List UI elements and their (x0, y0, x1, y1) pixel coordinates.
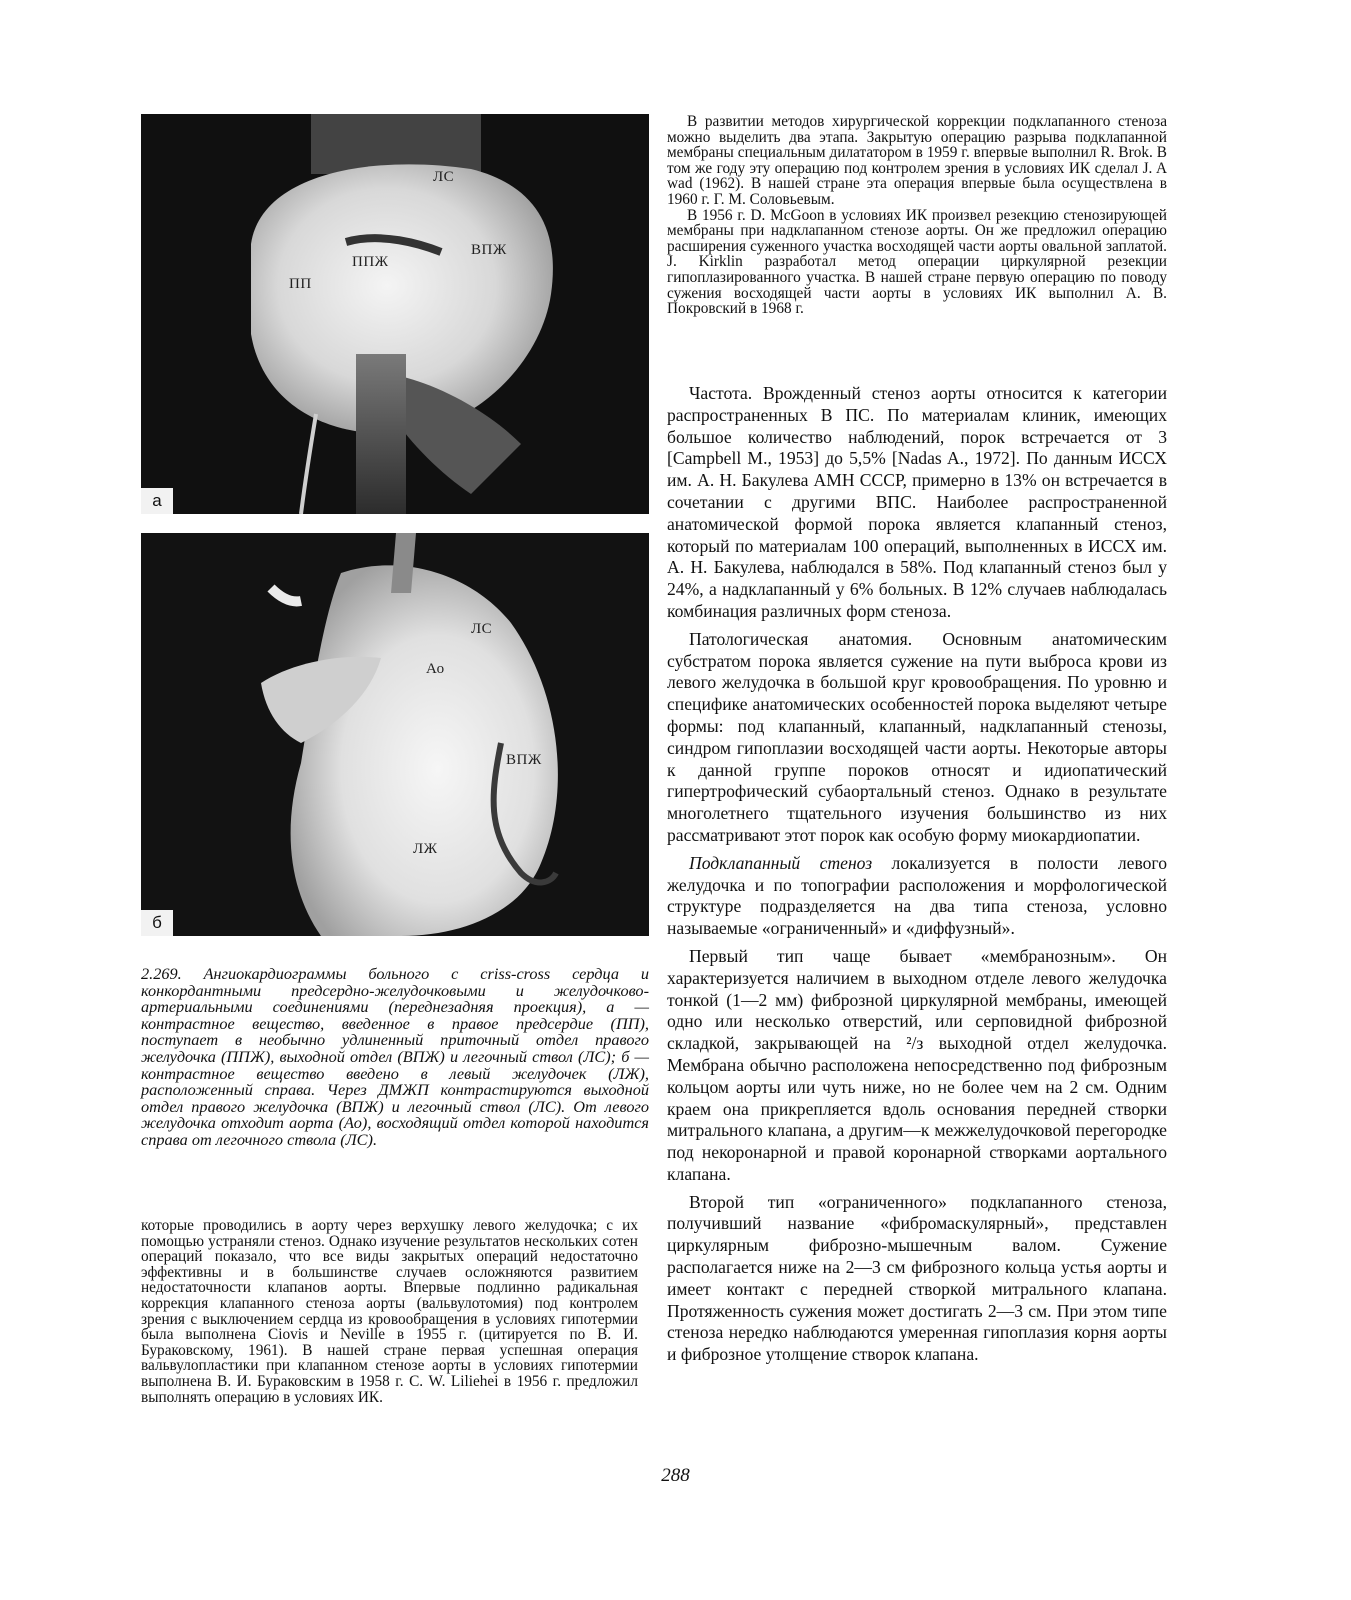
first-type-paragraph: Первый тип чаще бывает «мембранозным». Он характеризуется наличием в выходном отделе левого желудочка тонкой (1—2 мм) фиброзной циркулярной мембраны, имеющей одно или несколько отверстий, или серповидной фиброзной складкой, закрывающей на ²/з выходной отдел желудочка. Мембрана обычно расположена непосредственно под фиброзным кольцом аорты или чуть ниже, но не более чем на 2 см. Одним краем она прикрепляется вдоль основания передней створки митрального клапана, а другим—к межжелудочковой перегородке под некоронарной и правой коронарной створками аортального клапана. (667, 945, 1167, 1184)
right-column-history (667, 114, 1167, 317)
angiogram-figure-b (141, 533, 649, 936)
history-paragraph-2: В 1956 г. D. McGoon в условиях ИК произвел резекцию стенозирующей мембраны при надклапанном стенозе аорты. Он же предложил операцию расширения суженного участка восходящей части аорты овальной заплатой. J. Kirklin разработал метод операции циркулярной резекции гипоплазированного участка. В нашей стране первую операцию по поводу сужения восходящей части аорты в условиях ИК выполнил А. В. Покровский в 1968 г. (667, 206, 1167, 318)
figure-caption: 2.269. Ангиокардиограммы больного с criss-cross сердца и конкордантными предсердно-желудочковыми и желудочково-артериальными соединениями (переднезадняя проекция), а — контрастное вещество, введенное в правое предсердие (ПП), поступает в необычно удлиненный приточный отдел правого желудочка (ППЖ), выходной отдел (ВПЖ) и легочный ствол (ЛС); б — контрастное вещество введено в левый желудочек (ЛЖ), расположенный справа. Через ДМЖП контрастируются выходной отдел правого желудочка (ВПЖ) и легочный ствол (ЛС). От левого желудочка отходит аорта (Ао), восходящий отдел которой находится справа от легочного ствола (ЛС). (141, 964, 649, 1149)
figure-b-label-vpzh: ВПЖ (506, 752, 542, 768)
angiogram-image-b (141, 533, 649, 936)
subvalvular-paragraph (667, 853, 1167, 940)
figure-b-corner-label: б (141, 910, 173, 936)
figure-a-corner-label: а (141, 488, 173, 514)
second-type-paragraph: Второй тип «ограниченного» подклапанного стеноза, получивший название «фибромаскулярный», представлен циркулярным фиброзно-мышечным валом. Сужение располагается ниже на 2—3 см фиброзного кольца устья аорты и имеет контакт с передней створкой митрального клапана. Протяженность сужения может достигать 2—3 см. При этом типе стеноза нередко наблюдаются умеренная гипоплазия корня аорты и фиброзное утолщение створок клапана. (667, 1191, 1167, 1365)
left-column-text (141, 1218, 638, 1405)
pathology-paragraph: Патологическая анатомия. Основным анатомическим субстратом порока является сужение на пути выброса крови из левого желудочка в большой круг кровообращения. По уровню и специфике анатомических особенностей порока выделяют четыре формы: под клапанный, клапанный, надклапанный стенозы, синдром гипоплазии восходящей части аорты. Некоторые авторы к данной группе пороков относят и идиопатический гипертрофический субаортальный стеноз. Однако в результате многолетнего тщательного изучения большинство из них рассматривают этот порок как особую форму миокардиопатии. (667, 628, 1167, 845)
angiogram-image-a (141, 114, 649, 514)
frequency-paragraph: Частота. Врожденный стеноз аорты относится к категории распространенных В ПС. По материалам клиник, имеющих большое количество наблюдений, порок встречается от 3 [Campbell M., 1953] до 5,5% [Nadas A., 1972]. По данным ИССХ им. А. Н. Бакулева АМН СССР, примерно в 13% он встречается в сочетании с другими ВПС. Наиболее распространенной анатомической формой порока является клапанный стеноз, который по материалам 100 операций, выполненных в ИССХ им. А. Н. Бакулева, наблюдался в 58%. Под клапанный стеноз был у 24%, а надклапанный у 6% больных. В 12% случаев наблюдалась комбинация различных форм стеноза. (667, 383, 1167, 621)
subvalvular-text: локализуется в полости левого желудочка и по топографии расположения и морфологической структуре подразделяется на два типа стеноза, условно называемые «ограниченный» и «диффузный». (667, 852, 1168, 939)
subvalvular-term: Подклапанный стеноз (689, 852, 873, 873)
figure-b-label-lzh: ЛЖ (413, 841, 438, 857)
right-column-main (667, 383, 1167, 1372)
figure-b-label-ls: ЛС (471, 621, 493, 637)
page-number: 288 (661, 1465, 690, 1486)
figure-a-label-ppzh: ППЖ (352, 254, 389, 270)
figure-a-label-ls: ЛС (433, 169, 455, 185)
figure-a-label-vpzh: ВПЖ (471, 242, 507, 258)
figure-a-label-pp: ПП (289, 276, 312, 292)
history-paragraph-1: В развитии методов хирургической коррекции подклапанного стеноза можно выделить два этапа. Закрытую операцию разрыва подклапанной мембраны специальным дилататором в 1959 г. впервые выполнил R. Brok. В том же году эту операцию под контролем зрения в условиях ИК сделал J. A wad (1962). В нашей стране эта операция впервые была осуществлена в 1960 г. Г. М. Соловьевым. (667, 113, 1167, 208)
angiogram-figure-a (141, 114, 649, 514)
figure-b-label-ao: Ао (426, 661, 445, 677)
left-paragraph: которые проводились в аорту через верхушку левого желудочка; с их помощью устраняли стеноз. Однако изучение результатов нескольких сотен операций показало, что все виды закрытых операций недостаточно эффективны и в большинстве случаев осложняются развитием недостаточности клапанов аорты. Впервые подлинно радикальная коррекция клапанного стеноза аорты (вальвулотомия) под контролем зрения с выключением сердца из кровообращения в условиях гипотермии была выполнена Ciovis и Neville в 1955 г. (цитируется по В. И. Бураковскому, 1961). В нашей стране первая успешная операция вальвулопластики при клапанном стенозе аорты в условиях гипотермии выполнена В. И. Бураковским в 1958 г. С. W. Liliehei в 1956 г. предложил выполнять операцию в условиях ИК. (141, 1217, 638, 1406)
